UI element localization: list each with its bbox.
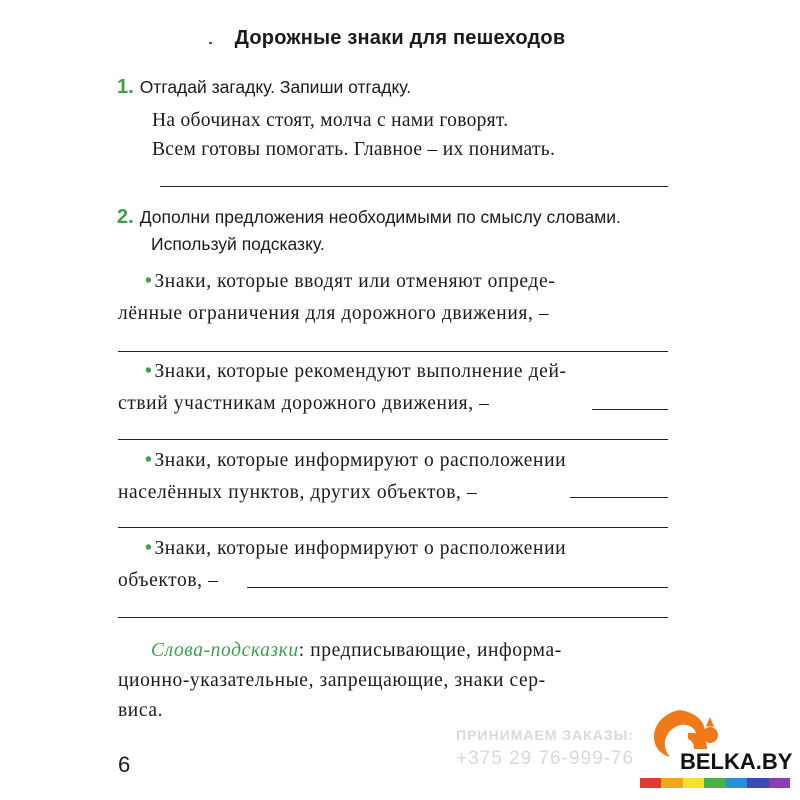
answer-line-item-3[interactable]: [118, 527, 668, 528]
list-item-2: [118, 356, 678, 420]
answer-line-item-4[interactable]: [118, 617, 668, 618]
item-1-line-2: лённые ограничения для дорожного движения, –: [118, 303, 550, 324]
bullet-icon: •: [145, 538, 153, 559]
item-1-line-1: Знаки, которые вводят или отменяют опреде-: [154, 271, 556, 292]
answer-inline-item-3[interactable]: [570, 497, 668, 498]
hint-words: [118, 636, 678, 726]
watermark-orders-text: ПРИНИМАЕМ ЗАКАЗЫ:: [456, 727, 634, 743]
task-1-text: Отгадай загадку. Запиши отгадку.: [139, 77, 412, 97]
task-2-number: 2.: [117, 206, 134, 228]
hint-line-2: ционно-указательные, запрещающие, знаки сер-: [118, 670, 546, 691]
stripe-segment-6: [747, 778, 768, 788]
item-4-line-2: объектов, –: [118, 570, 219, 591]
riddle-line-1: На обочинах стоят, молча с нами говорят.: [152, 110, 509, 131]
answer-line-item-2[interactable]: [118, 439, 668, 440]
item-4-line-1: Знаки, которые информируют о расположении: [154, 538, 567, 559]
item-2-line-2: ствий участникам дорожного движения, –: [118, 393, 490, 414]
hint-colon: :: [298, 640, 305, 661]
stripe-segment-4: [704, 778, 725, 788]
list-item-1: [118, 266, 678, 330]
item-3-line-1: Знаки, которые информируют о расположении: [154, 450, 567, 471]
rainbow-stripe: [640, 778, 790, 788]
stripe-segment-3: [683, 778, 704, 788]
answer-line-item-1[interactable]: [118, 351, 668, 352]
stripe-segment-7: [769, 778, 790, 788]
stripe-segment-5: [726, 778, 747, 788]
page-number: 6: [118, 752, 131, 777]
bullet-icon: •: [145, 271, 153, 292]
task-2-text-line-2: Используй подсказку.: [151, 234, 325, 254]
stripe-segment-2: [661, 778, 682, 788]
task-1-number: 1.: [117, 76, 134, 98]
bullet-icon: •: [145, 361, 153, 382]
riddle: [152, 106, 555, 164]
page-title: Дорожные знаки для пешеходов: [234, 27, 566, 49]
hint-line-3: виса.: [118, 700, 164, 721]
task-2-instruction: [117, 204, 621, 258]
task-2-text-line-1: Дополни предложения необходимыми по смыслу словами.: [139, 207, 621, 227]
logo-text[interactable]: BELKA.BY: [676, 749, 796, 775]
bullet-icon: •: [145, 450, 153, 471]
riddle-line-2: Всем готовы помогать. Главное – их понимать.: [152, 139, 556, 160]
answer-line-task-1[interactable]: [160, 186, 668, 187]
item-2-line-1: Знаки, которые рекомендуют выполнение дей-: [154, 361, 567, 382]
answer-inline-item-4[interactable]: [247, 587, 668, 588]
stripe-segment-1: [640, 778, 661, 788]
task-1-instruction: [117, 74, 411, 101]
hint-line-1: предписывающие, информа-: [304, 640, 562, 661]
list-item-3: [118, 445, 678, 509]
watermark-phone: +375 29 76-999-76: [456, 748, 635, 769]
hint-label: Слова-подсказки: [151, 640, 299, 661]
item-3-line-2: населённых пунктов, других объектов, –: [118, 482, 478, 503]
answer-inline-item-2[interactable]: [592, 409, 668, 410]
